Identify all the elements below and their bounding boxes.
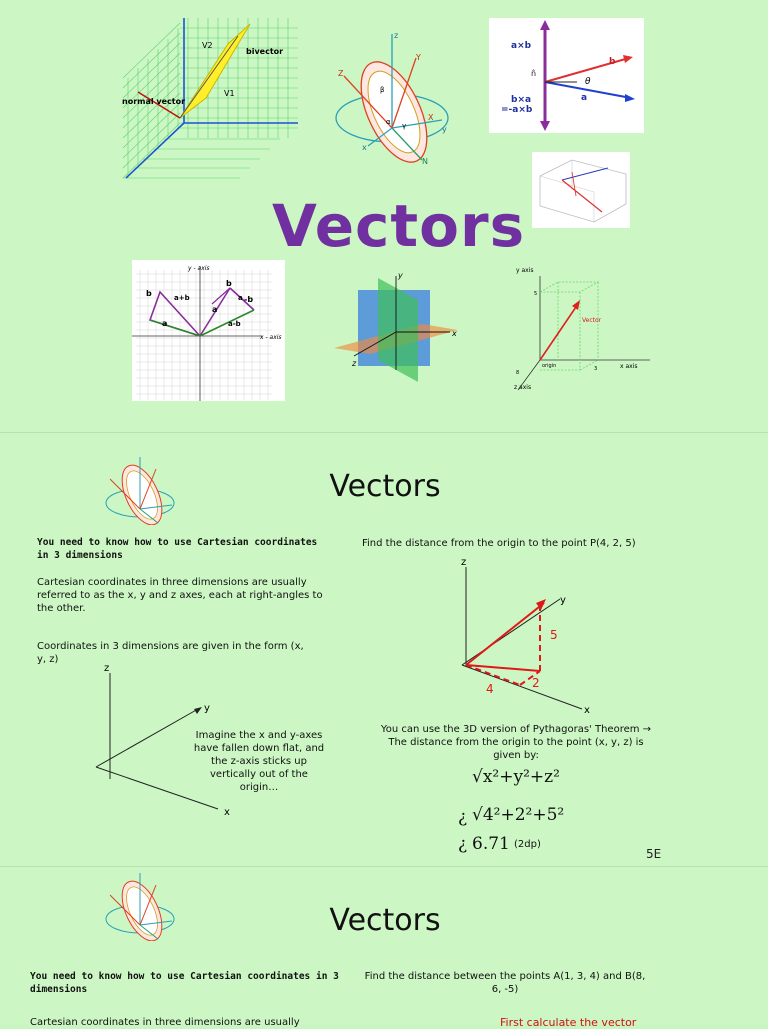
box-z-axis-label: z axis: [514, 384, 532, 391]
z-big-label: Z: [338, 69, 344, 78]
formula-2: √4²+2²+5²: [472, 805, 565, 825]
box-image: [532, 152, 630, 228]
planes-z-label: z: [352, 359, 357, 368]
v2-label: V2: [202, 41, 213, 50]
a-minus-b-label: a-b: [228, 320, 241, 328]
result-prefix: ¿: [458, 834, 468, 854]
result-value: 6.71: [472, 834, 510, 854]
diagram-z-label: z: [461, 557, 467, 568]
axes-x-label: x: [224, 807, 230, 818]
distance-diagram: [440, 555, 600, 717]
box-3-label: 3: [594, 366, 598, 372]
bivector-image: [118, 18, 302, 182]
slide-number: 5E: [646, 847, 662, 861]
planes-x-label: x: [452, 329, 457, 338]
x-small-label: x: [362, 143, 367, 152]
slide-2-logo: [102, 455, 178, 525]
planes-y-label: y: [398, 271, 403, 280]
box-y-axis-label: y axis: [516, 267, 534, 274]
axis-box-image: [500, 262, 655, 396]
theta-label: θ: [585, 77, 591, 87]
gamma-label: γ: [402, 122, 407, 130]
rotation-logo-icon: [102, 455, 178, 525]
v1-label: V1: [224, 89, 235, 98]
slide-1-title: Vectors: [272, 192, 526, 260]
slide-2: [0, 433, 768, 866]
vector-grid-image: [132, 260, 285, 401]
bxa-label: b×a: [511, 95, 532, 105]
y-small-label: y: [442, 125, 447, 134]
b-label-2: b: [226, 279, 232, 288]
x-big-label: X: [428, 113, 434, 122]
bivector-label: bivector: [246, 47, 284, 56]
y-big-label: Y: [416, 53, 421, 62]
slide-3-red-partial: First calculate the vector: [500, 1016, 637, 1029]
neg-axb-label: =-a×b: [501, 105, 533, 115]
imagine-text: Imagine the x and y-axes have fallen down flat, and the z-axis sticks up vertically out of the origin…: [193, 730, 325, 793]
rotation-diagram: [330, 28, 458, 168]
minus-b-label: -b: [244, 295, 254, 304]
axis-box-diagram: [500, 262, 655, 396]
slide-2-para-2: Coordinates in 3 dimensions are given in the form (x, y, z): [37, 641, 304, 665]
bivector-diagram: [118, 18, 302, 182]
b-label-1: b: [146, 289, 152, 298]
a-label-1: a: [162, 319, 168, 328]
axes-y-label: y: [204, 703, 210, 714]
formula-1: √x²+y²+z²: [472, 767, 560, 787]
alpha-label: α: [386, 118, 391, 126]
cross-product-diagram: [489, 18, 644, 133]
diagram-four-label: 4: [486, 682, 494, 696]
slide-2-heading: You need to know how to use Cartesian coordinates in 3 dimensions: [37, 537, 318, 561]
slide-3-title: Vectors: [329, 903, 441, 938]
normal-vector-label: normal vector: [122, 97, 186, 106]
box-5-label: 5: [534, 291, 538, 297]
slide-1: [0, 0, 768, 432]
slide-3-logo: [102, 871, 178, 941]
formula-2-prefix: ¿: [458, 807, 468, 827]
box-origin-label: origin: [542, 363, 557, 369]
y-axis-label: y - axis: [188, 265, 210, 272]
cross-product-image: [489, 18, 644, 133]
rotation-image: [330, 28, 458, 168]
beta-label: β: [380, 86, 385, 94]
axes-z-label: z: [104, 663, 110, 674]
vector-grid-diagram: [132, 260, 285, 401]
diagram-x-label: x: [584, 705, 590, 716]
diagram-two-label: 2: [532, 676, 540, 690]
box-8-label: 8: [516, 370, 520, 376]
dp-note: (2dp): [514, 839, 541, 850]
b-vec-label: b: [609, 57, 616, 67]
axb-label: a×b: [511, 41, 532, 51]
a-plus-b-label: a+b: [174, 294, 190, 302]
box-vector-label: Vector: [582, 317, 602, 324]
a-label-3: a: [238, 294, 243, 302]
a-label-2: a: [212, 305, 218, 314]
a-vec-label: a: [581, 93, 588, 103]
slide-3: [0, 867, 768, 1029]
n-label: N: [422, 157, 428, 166]
slide-2-para-1: Cartesian coordinates in three dimensions are usually referred to as the x, y and z axes, each at right-angles to the other.: [37, 577, 323, 614]
planes-diagram: [330, 270, 462, 386]
planes-image: [330, 270, 462, 386]
n-hat-label: n̂: [531, 69, 537, 78]
question-text: Find the distance from the origin to the point P(4, 2, 5): [362, 538, 636, 549]
box-x-axis-label: x axis: [620, 363, 638, 370]
diagram-five-label: 5: [550, 628, 558, 642]
slide-2-title: Vectors: [329, 469, 441, 504]
diagram-y-label: y: [560, 595, 566, 606]
slide-3-question: Find the distance between the points A(1, 3, 4) and B(8, 6, -5): [364, 971, 646, 995]
z-small-label: z: [394, 31, 399, 40]
x-axis-label: x - axis: [260, 334, 282, 341]
box-diagram: [532, 152, 630, 228]
slide-3-heading: You need to know how to use Cartesian coordinates in 3 dimensions: [30, 971, 339, 995]
rotation-logo-icon-2: [102, 871, 178, 941]
slide-3-para-partial: Cartesian coordinates in three dimensions are usually: [30, 1017, 300, 1028]
pythagoras-text: You can use the 3D version of Pythagoras' Theorem → The distance from the origin to the point (x, y, z) is given by:: [380, 724, 652, 761]
